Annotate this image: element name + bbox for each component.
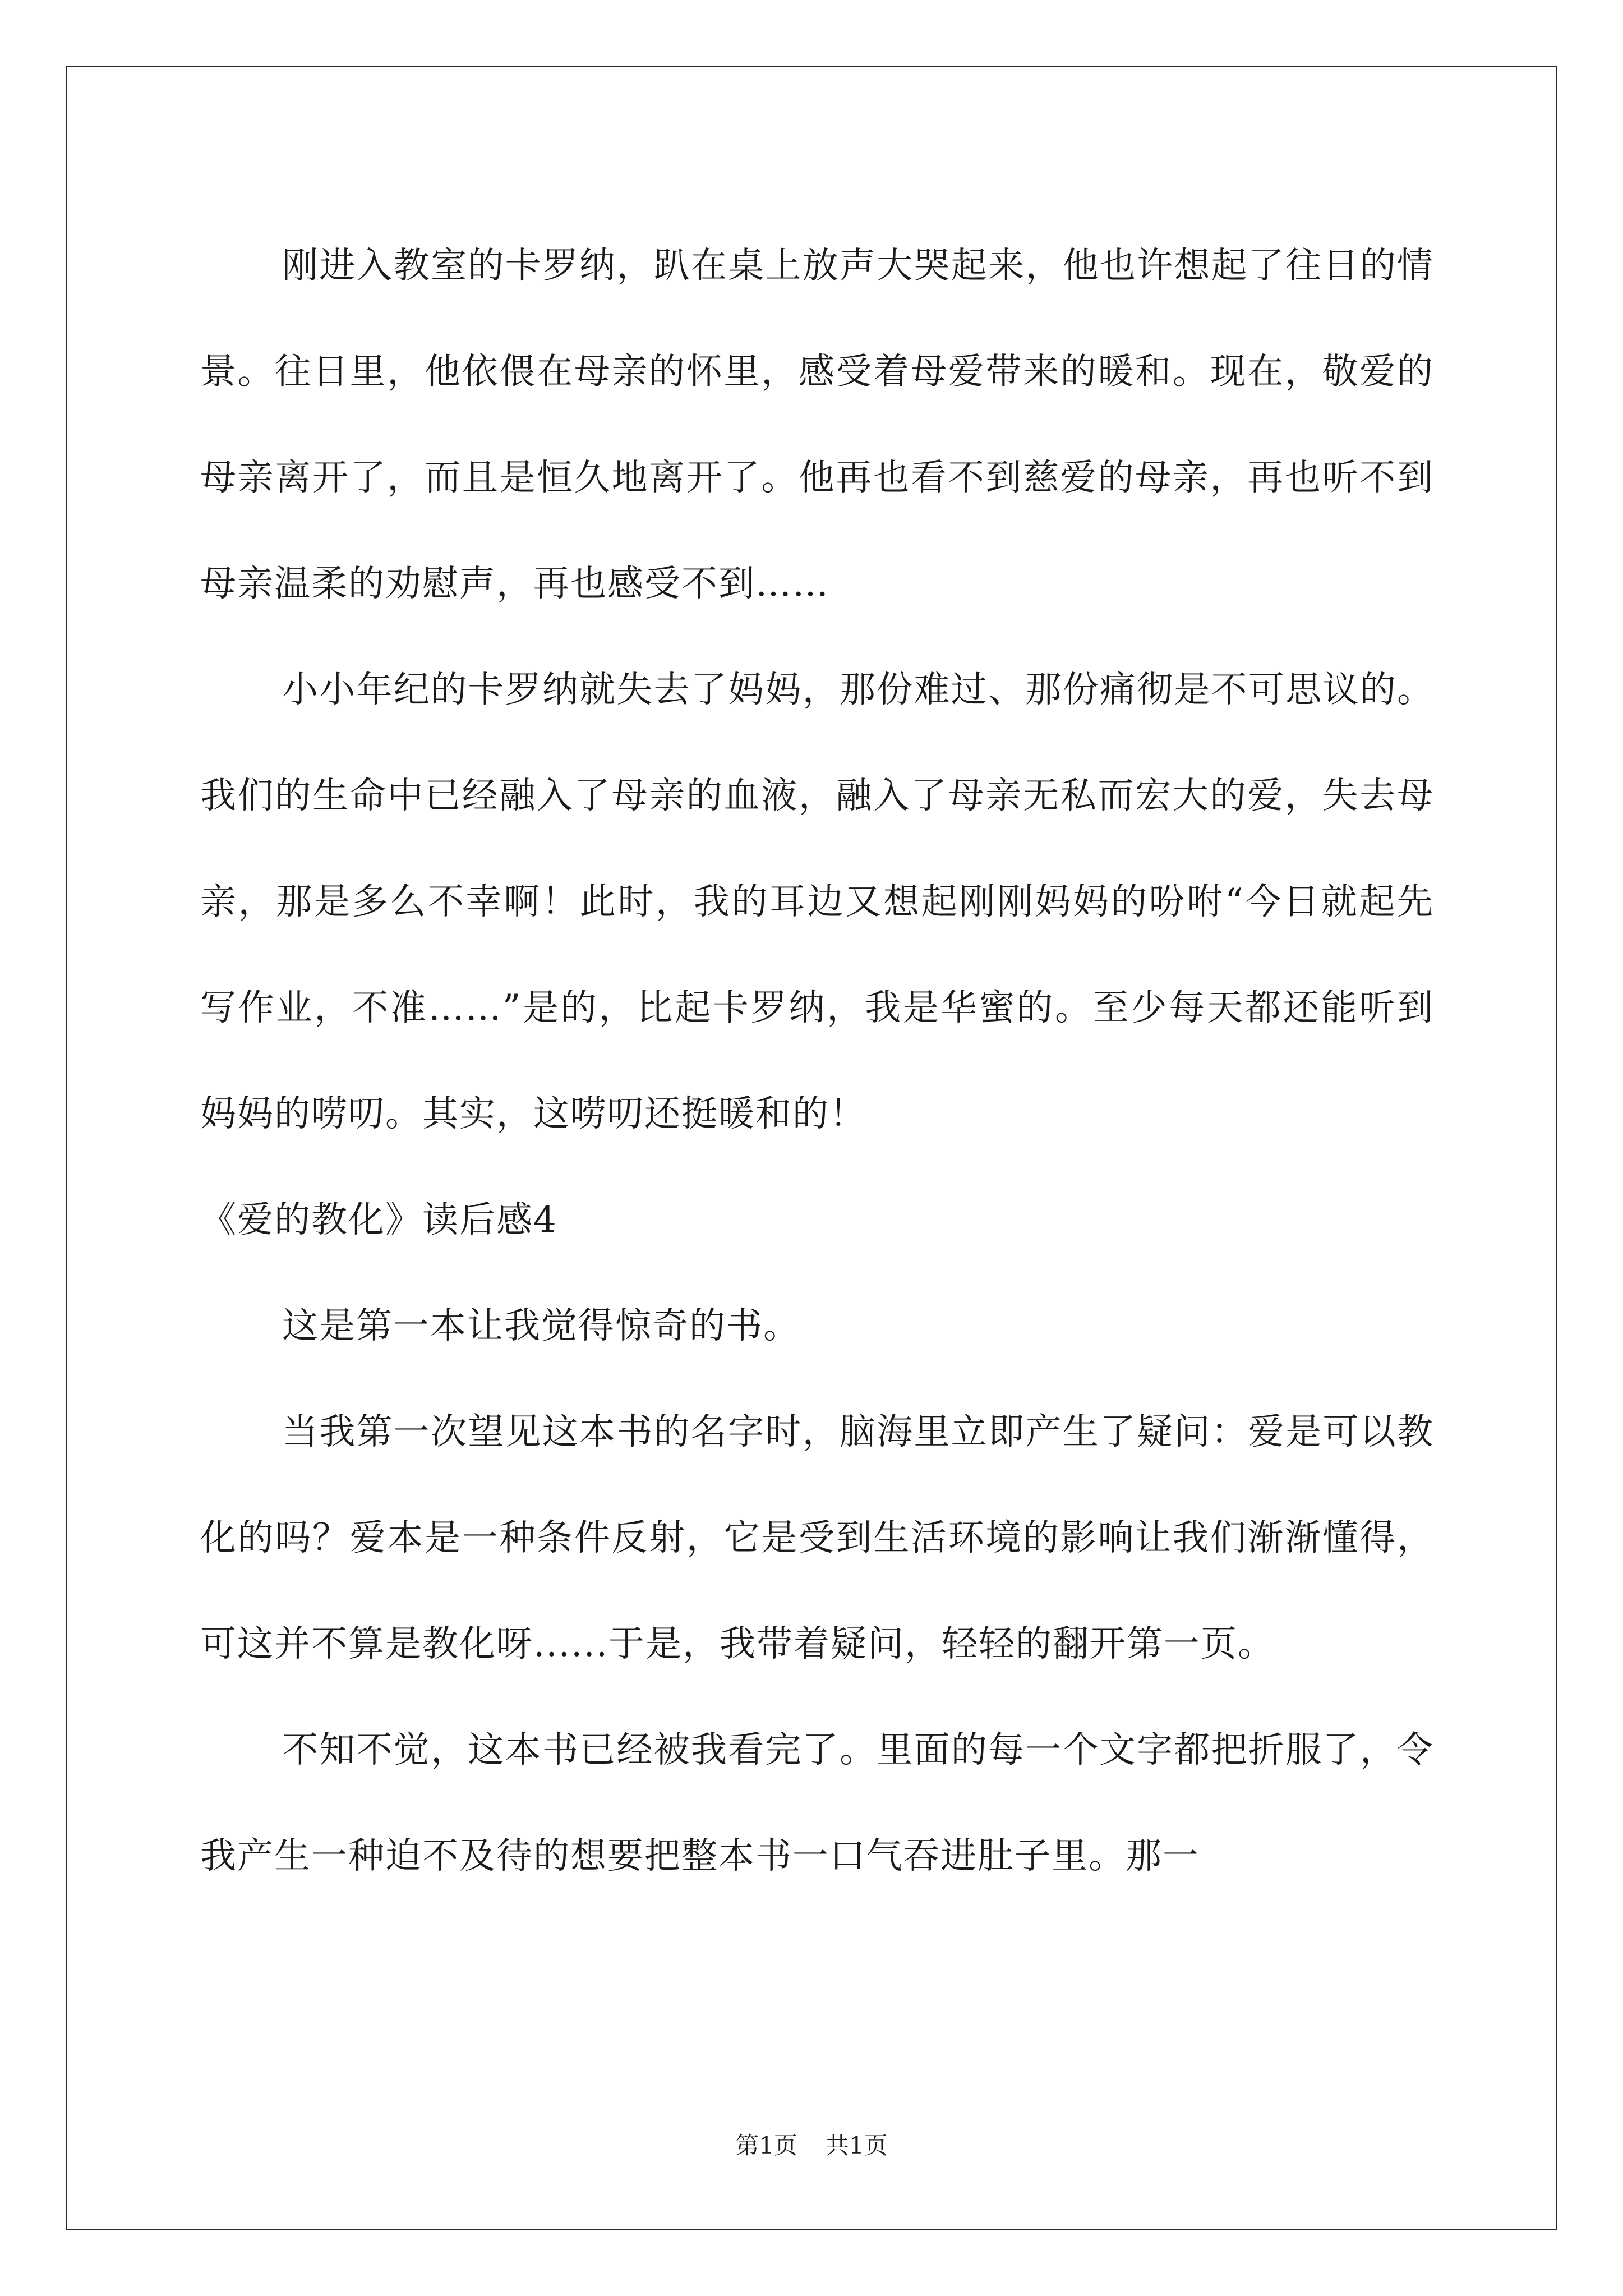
paragraph-2: 小小年纪的卡罗纳就失去了妈妈，那份难过、那份痛彻是不可思议的。我们的生命中已经融入了母亲的血液，融入了母亲无私而宏大的爱，失去母亲，那是多么不幸啊！此时，我的耳边又想起刚刚妈妈的吩咐“今日就起先写作业，不准……”是的，比起卡罗纳，我是华蜜的。至少每天都还能听到妈妈的唠叨。其实，这唠叨还挺暖和的！ [200, 669, 1434, 1135]
page-total: 共1页 [826, 2132, 888, 2159]
document-body [200, 213, 1434, 1910]
paragraph-5: 不知不觉，这本书已经被我看完了。里面的每一个文字都把折服了，令我产生一种迫不及待的想要把整本书一口气吞进肚子里。那一 [200, 1729, 1434, 1877]
paragraph-4: 当我第一次望见这本书的名字时，脑海里立即产生了疑问：爱是可以教化的吗？爱本是一种条件反射，它是受到生活环境的影响让我们渐渐懂得，可这并不算是教化呀......于是，我带着疑问，轻轻的翻开第一页。 [200, 1411, 1434, 1665]
section-heading: 《爱的教化》读后感4 [200, 1199, 557, 1241]
page-footer [0, 2129, 1623, 2162]
paragraph-1: 刚进入教室的卡罗纳，趴在桌上放声大哭起来，他也许想起了往日的情景。往日里，他依偎在母亲的怀里，感受着母爱带来的暖和。现在，敬爱的母亲离开了，而且是恒久地离开了。他再也看不到慈爱的母亲，再也听不到母亲温柔的劝慰声，再也感受不到…… [200, 245, 1434, 605]
paragraph-3: 这是第一本让我觉得惊奇的书。 [282, 1305, 800, 1347]
page-number: 第1页 [735, 2132, 797, 2159]
